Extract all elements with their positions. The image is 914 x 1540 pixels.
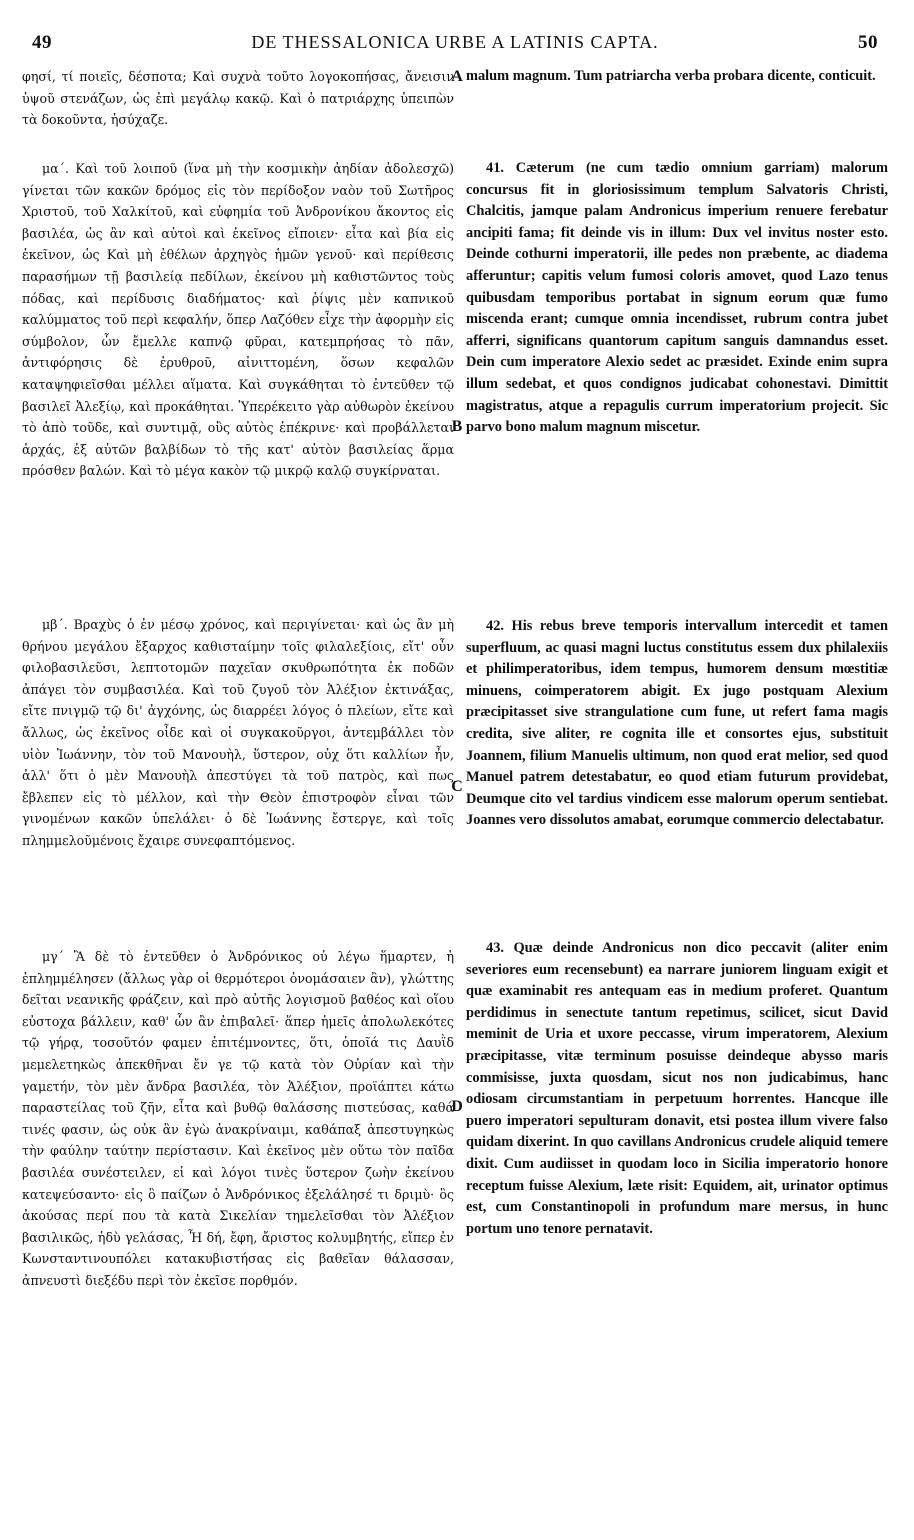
margin-letter-a: A: [451, 68, 463, 85]
margin-letter-c: C: [451, 778, 463, 795]
page-number-left: 49: [32, 32, 52, 53]
latin-paragraph-42: 42. His rebus breve temporis intervallum intercedit et tamen superfluum, ac quasi magni luctus constitutus essem dux philalexiis et philimperatoribus, idem tempus, humorem densum mœstitiæ minuens, coimperatorem abigit. Ex jugo postquam Alexium præcipitasset sive strangulatione cum fune, ut refert fama magis credita, sive aliter, re cognita ille et consortes ejus, substituit Joannem, filium Manuelis ultimum, non quod erat melior, sed quod Manuel patrem detestabatur, eo quod etiam futurum providebat, Deumque cito vel tardius vindicem esse malorum operum sentiebat. Joannes vero dissolutos amabat, eorumque commercio delectabatur.: [466, 618, 888, 829]
page-number-right: 50: [858, 32, 878, 53]
greek-paragraph-41: μα΄. Καὶ τοῦ λοιποῦ (ἵνα μὴ τὴν κοσμικὴν ἀηδίαν ἀδολεσχῶ) γίνεται τῶν κακῶν δρόμος εἰς τὸν περίδοξον ναὸν τοῦ Σωτῆρος Χριστοῦ, τοῦ Χαλκίτοῦ, καὶ εὐφημία τοῦ Ἀνδρονίκου ἄκοντος εἰς βασιλέα, ὡς ἂν καὶ αὐτοὶ καὶ ἐκεῖνος εἴποιεν· εἶτα καὶ βία εἰς ἐκεῖνον, ὡς Καὶ μὴ ἐθέλων ἀρχηγὸς ἡμῶν γενοῦ· καὶ περίθεσις παρασήμων τῇ βασιλείᾳ πεδίλων, ἐκείνου μὴ καθιστῶντος τοὺς πόδας, καὶ περίδυσις διαδήματος· καὶ ῥίψις μὲν καπνικοῦ καλύμματος τοῦ περὶ κεφαλήν, ὅπερ Λαζόθεν εἶχε τὴν ἀφορμὴν εἰς σύμβολον, ὧν ἔμελλε καπνῷ φῦραι, κατεμπρήσας τὸ πᾶν, ἀντιφόρησις δὲ ἐρυθροῦ, αἰνιττομένη, ὅσων κεφαλῶν καταψηφιεῖσθαι μέλλει αἵματα. Καὶ συγκάθηται τὸ ἐντεῦθεν τῷ βασιλεῖ Ἀλεξίῳ, καὶ προκάθηται. Ὑπερέκειτο γὰρ αὐθωρὸν ἐκείνου τὸ ἀπὸ τοῦδε, καὶ συντιμᾷ, οὓς αὐτὸς ἐπέκρινε· καὶ προβάλλεται ἀρχάς, ἐξ αὐτῶν βαλβίδων τὸ τῆς κατ' αὐτὸν βασιλείας ἅρμα πρόσθεν βαλών. Καὶ τὸ μέγα κακὸν τῷ μικρῷ καλῷ συγκίρναται.: [22, 161, 454, 479]
greek-paragraph-intro: φησί, τί ποιεῖς, δέσποτα; Καὶ συχνὰ τοῦτο λογοκοπήσας, ἄνεισιν ὑψοῦ στενάζων, ὡς ἐπὶ μεγάλῳ κακῷ. Καὶ ὁ πατριάρχης ὑπειπὼν τὰ δοκοῦντα, ἡσύχαζε.: [22, 69, 454, 128]
latin-paragraph-intro: malum magnum. Tum patriarcha verba probara dicente, conticuit.: [466, 68, 876, 84]
latin-paragraph-41: 41. Cæterum (ne cum tædio omnium garriam) malorum concursus fit in gloriosissimum templum Salvatoris Christi, Chalcitis, jamque palam Andronicus imperium renuere ferebatur ancipiti fama; fit deinde vis in illum: Dux vel invitus noster esto. Deinde cothurni imperatorii, ille pedes non præbente, ac diadema afferuntur; capitis velum fumosi coloris amovet, quod Lazo tenus quibusdam temporibus portabat in signum eorum quæ fumo miscenda erant; cumque omnia incendisset, rubrum contra jubet afferri, significans quantorum capitum sanguis damnandus esset. Dein cum imperatore Alexio sedet ac præsidet. Exinde enim supra illum sedebat, et quos condignos judicabat cohonestavi. Dimittit magistratus, atque a repagulis currum imperatorium projecit. Sic parvo bono malum magnum miscetur.: [466, 160, 888, 436]
margin-letter-d: D: [451, 1098, 463, 1115]
margin-letter-b: B: [451, 418, 463, 435]
latin-paragraph-43: 43. Quæ deinde Andronicus non dico peccavit (aliter enim severiores eum recensebunt) ea narrare juniorem linguam exigit et quæ examinabit res antequam eas in medium proferet. Quantum perdidimus in senectute tantum repetimus, scilicet, sicut David meminit de Uria et uxore peccasse, virum imperatorem, Alexium præcipitasse, vitæ terminum posuisse deindeque abysso maris commisisse, juxta quosdam, sicut nos non judicabimus, hanc odiosam circumstantiam in perpetuum horrentes. Hancque ille puero imperatori sepulturam donavit, etsi postea illum vivere falso quidam dixerint. In quo cavillans Andronicus crudele aliquid temere dixit. Cum audiisset in quodam loco in Sicilia imperatorio honore receptum fuisse Alexium, læte risit: Equidem, ait, urinator optimus est, cum Constantinopoli in profundum mare mersus, in hunc portum uno tenore pernatavit.: [466, 940, 888, 1237]
page-header: [32, 32, 878, 62]
greek-paragraph-42: μβ΄. Βραχὺς ὁ ἐν μέσῳ χρόνος, καὶ περιγίνεται· καὶ ὡς ἂν μὴ θρήνου μεγάλου ἔξαρχος καθισταίμην τοῖς φιλαλεξίοις, εἴτ' οὖν φιλοβασιλεῦσι, λεπτοτομῶν παχεῖαν σκυθρωπότητα ἐκ ποδῶν ἀπάγει τὸν συμβασιλέα. Καὶ τοῦ ζυγοῦ τὸν Ἀλέξιον ἐκτινάξας, εἴτε πνιγμῷ τῷ δι' ἀγχόνης, ὡς διαρρέει λόγος ὁ πλείων, εἴτε καὶ ἄλλως, ὡς ἐκεῖνος οἶδε καὶ οἱ συγκακοῦργοι, ἀντεμβάλλει τὸν υἱὸν Ἰωάννην, τὸν τοῦ Μανουὴλ, ὕστερον, οὐχ ὅτι καλλίων ἦν, ἀλλ' ὅτι ὁ μὲν Μανουὴλ ἀπεστύγει τὰ τοῦ πατρὸς, καὶ πως ἔβλεπεν εἰς τὸ μέλλον, καὶ τὴν Θεὸν ἐπιστροφὸν εἶναι τῶν γινομένων κακῶν ὑπελάλει· ὁ δὲ Ἰωάννης ἔστεργε, καὶ τοῖς πλημμελοῦμένοις ἔχαιρε συνεφαπτόμενος.: [22, 617, 454, 848]
greek-paragraph-43: μγ΄ Ἃ δὲ τὸ ἐντεῦθεν ὁ Ἀνδρόνικος οὐ λέγω ἥμαρτεν, ἡ ἐπλημμέλησεν (ἄλλως γὰρ οἱ θερμότεροι ὀνομάσαιεν ἂν), γλώττης δεῖται νεανικῆς φράζειν, καὶ πρὸ αὐτῆς λογισμοῦ βαθέος καὶ οἵου εὐστοχα βάλλειν, καθ' ὧν ἂν ἐπιβαλεῖ· ἅπερ ἡμεῖς ἀπολωλεκότες τῷ γήρᾳ, τοσοῦτόν φαμεν ἐπιτέμνοντες, ὅτι, ὁποῖά τις Δαυῒδ μεμελετηκὼς ἀπεκθῆναι ἔν γε τῷ κατὰ τὸν Οὐρίαν καὶ τὴν γαμετήν, τὸν μὲν ἄνδρα βασιλέα, τὸν Ἀλέξιον, προϊάπτει κάτω παραστείλας τοῦ ζῆν, εἶτα καὶ βυθῷ θαλάσσης πιστεύσας, καθά τινές φασιν, ὡς οὐκ ἂν ἐγὼ ἀνακρίναιμι, καθάπαξ ἀπεστυγηκὼς τὴν φαύλην ταύτην περίστασιν. Καὶ ἐκεῖνος μὲν οὕτω τὸν παῖδα βασιλέα συνέστειλεν, εἰ καὶ λόγοι τινὲς ὕστερον ζωὴν ἐκείνου κατεψεύσαντο· εἰς ὃ παίζων ὁ Ἀνδρόνικος ἐξελάλησέ τι δριμὺ· ὃς ἀκούσας περί που τὰ κατὰ Σικελίαν τημελεῖσθαι τὸν Ἀλέξιον βασιλικῶς, ἡδὺ γελάσας, Ἦ δή, ἔφη, ἄριστος κολυμβητής, εἴπερ ἐν Κωνσταντινουπόλει κατακυβιστήσας εἰς βαθεῖαν θάλασσαν, ἀπνευστὶ διεξέδυ περὶ τὸν ἐκεῖσε πορθμόν.: [22, 949, 454, 1288]
running-title: DE THESSALONICA URBE A LATINIS CAPTA.: [251, 32, 659, 52]
